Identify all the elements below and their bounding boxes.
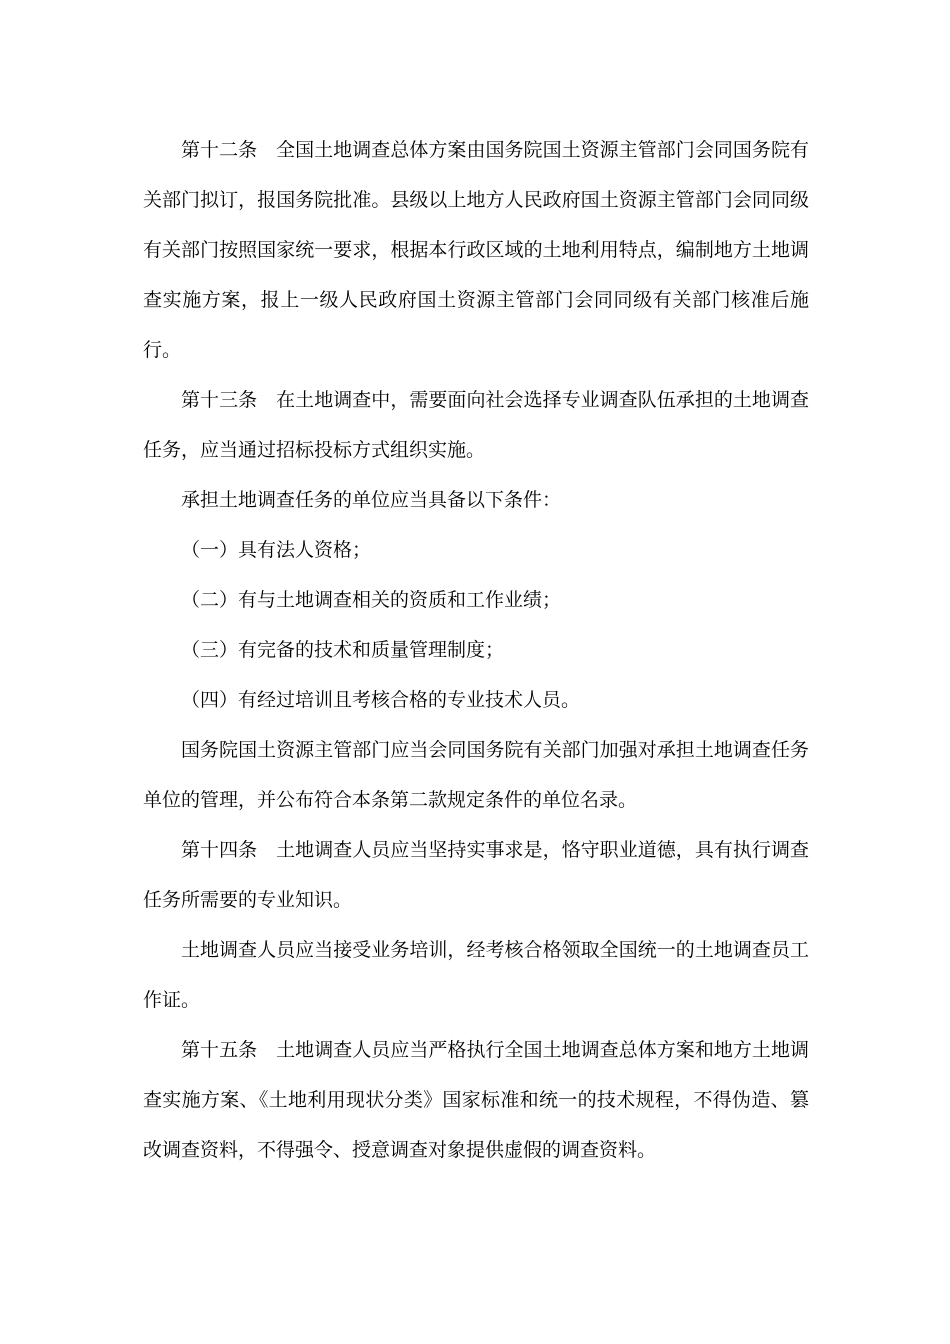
article-14-label: 第十四条 [181,839,258,861]
article-14-training-text: 土地调查人员应当接受业务培训，经考核合格领取全国统一的土地调查员工作证。 [143,939,809,1011]
article-15-label: 第十五条 [181,1039,258,1061]
article-13-condition-4 [143,675,809,725]
article-14-paragraph [143,825,809,925]
article-13-condition-1 [143,525,809,575]
article-13-condition-3-text: （三）有完备的技术和质量管理制度； [181,639,505,661]
article-13-condition-2-text: （二）有与土地调查相关的资质和工作业绩； [181,589,562,611]
article-13-conditions-intro-text: 承担土地调查任务的单位应当具备以下条件： [181,489,562,511]
article-14-text: 土地调查人员应当坚持实事求是，恪守职业道德，具有执行调查任务所需要的专业知识。 [143,839,809,911]
article-13-management-paragraph [143,725,809,825]
article-13-label: 第十三条 [181,389,258,411]
article-13-condition-4-text: （四）有经过培训且考核合格的专业技术人员。 [181,689,581,711]
article-15-paragraph [143,1025,809,1175]
article-13-condition-1-text: （一）具有法人资格； [181,539,372,561]
article-13-condition-2 [143,575,809,625]
article-13-text: 在土地调查中，需要面向社会选择专业调查队伍承担的土地调查任务，应当通过招标投标方式组织实施。 [143,389,809,461]
article-13-paragraph [143,375,809,475]
article-14-training-paragraph [143,925,809,1025]
article-15-text: 土地调查人员应当严格执行全国土地调查总体方案和地方土地调查实施方案、《土地利用现状分类》国家标准和统一的技术规程，不得伪造、篡改调查资料，不得强令、授意调查对象提供虚假的调查资料。 [143,1039,809,1161]
document-body [143,125,809,1175]
article-12-text: 全国土地调查总体方案由国务院国土资源主管部门会同国务院有关部门拟订，报国务院批准。县级以上地方人民政府国土资源主管部门会同同级有关部门按照国家统一要求，根据本行政区域的土地利用特点，编制地方土地调查实施方案，报上一级人民政府国土资源主管部门会同同级有关部门核准后施行。 [143,139,809,361]
article-13-conditions-intro [143,475,809,525]
article-13-management-text: 国务院国土资源主管部门应当会同国务院有关部门加强对承担土地调查任务单位的管理，并公布符合本条第二款规定条件的单位名录。 [143,739,809,811]
article-12-paragraph [143,125,809,375]
article-12-label: 第十二条 [181,139,258,161]
article-13-condition-3 [143,625,809,675]
